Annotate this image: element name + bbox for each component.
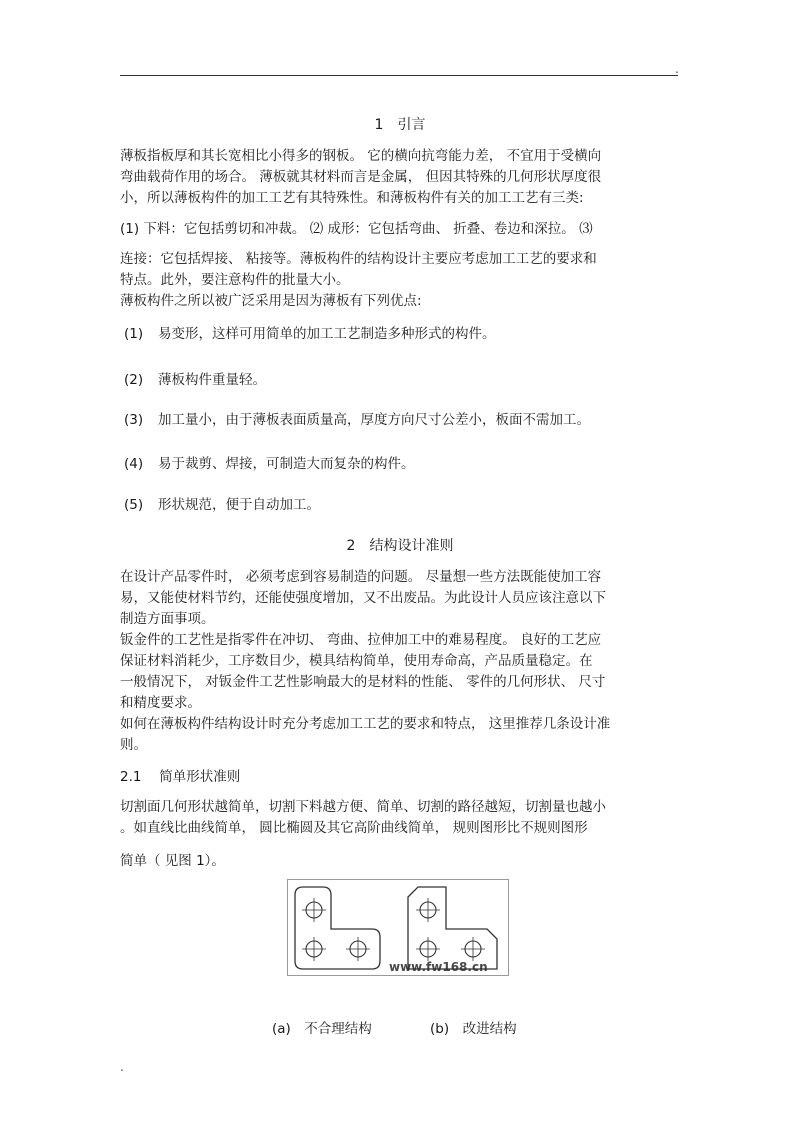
item-number: (4): [124, 456, 144, 472]
item-text: 形状规范，便于自动加工。: [158, 497, 320, 513]
item-text: 薄板构件重量轻。: [158, 372, 266, 388]
figure-watermark: www.fw168.cn: [389, 960, 488, 974]
text-line: 小，所以薄板构件的加工工艺有其特殊性。和薄板构件有关的加工工艺有三类:: [120, 190, 584, 206]
item-text: 加工量小，由于薄板表面质量高，厚度方向尺寸公差小，板面不需加工。: [158, 412, 590, 428]
caption-b: (b) 改进结构: [430, 1021, 517, 1037]
text-line: 易，又能使材料节约，还能使强度增加，又不出废品。为此设计人员应该注意以下: [120, 590, 606, 606]
figure-sheet-metal-parts: [287, 879, 509, 976]
section2-paragraph-1: [120, 567, 690, 756]
subsection-heading: 2.1 简单形状准则: [120, 769, 241, 785]
item-text: 易于裁剪、焊接，可制造大而复杂的构件。: [158, 456, 415, 472]
text-line: 和精度要求。: [120, 695, 201, 711]
header-corner-mark: .: [675, 62, 679, 76]
text-line: 薄板指板厚和其长宽相比小得多的钢板。 它的横向抗弯能力差， 不宜用于受横向: [120, 148, 602, 164]
advantage-item: [124, 493, 320, 513]
item-number: (1): [124, 326, 144, 342]
text-line: 保证材料消耗少，工序数目少，模具结构简单，使用寿命高，产品质量稳定。在: [120, 653, 593, 669]
text-line: 则。: [120, 737, 147, 753]
section2-paragraph-2: [120, 797, 690, 839]
figure-reference-line: 简单（ 见图 1）。: [120, 853, 225, 869]
text-line: 连接：它包括焊接、 粘接等。薄板构件的结构设计主要应考虑加工工艺的要求和: [120, 251, 597, 267]
advantage-item: [124, 452, 415, 472]
text-line: 。如直线比曲线简单， 圆比椭圆及其它高阶曲线简单， 规则图形比不规则图形: [120, 820, 588, 836]
process-types-line: (1) 下料：它包括剪切和冲裁。 ⑵ 成形：它包括弯曲、 折叠、卷边和深拉。 ⑶: [120, 221, 593, 237]
section2-heading: 2 结构设计准则: [346, 538, 454, 554]
footer-corner-mark: .: [120, 1060, 124, 1074]
text-line: 在设计产品零件时， 必须考虑到容易制造的问题。 尽量想一些方法既能使加工容: [120, 569, 602, 585]
text-line: 特点。此外，要注意构件的批量大小。: [120, 272, 350, 288]
advantage-item: [124, 408, 590, 428]
item-number: (2): [124, 372, 144, 388]
text-line: 如何在薄板构件结构设计时充分考虑加工工艺的要求和特点， 这里推荐几条设计准: [120, 716, 611, 732]
text-line: 制造方面事项。: [120, 611, 215, 627]
item-text: 易变形，这样可用简单的加工工艺制造多种形式的构件。: [158, 326, 496, 342]
text-line: 切割面几何形状越简单，切割下料越方便、简单、切割的路径越短，切割量也越小: [120, 799, 606, 815]
header-rule: [120, 75, 678, 76]
section1-heading: 1 引言: [374, 117, 426, 133]
text-line: 钣金件的工艺性是指零件在冲切、 弯曲、拉伸加工中的难易程度。 良好的工艺应: [120, 632, 602, 648]
advantage-item: [124, 322, 496, 342]
advantage-item: [124, 368, 266, 388]
section1-paragraph-2: [120, 249, 690, 312]
caption-a: (a) 不合理结构: [272, 1021, 372, 1037]
text-line: 一般情况下， 对钣金件工艺性影响最大的是材料的性能、 零件的几何形状、 尺寸: [120, 674, 606, 690]
item-number: (3): [124, 412, 144, 428]
item-number: (5): [124, 497, 144, 513]
section1-paragraph-1: [120, 146, 690, 209]
text-line: 弯曲载荷作用的场合。 薄板就其材料而言是金属， 但因其特殊的几何形状厚度很: [120, 169, 602, 185]
text-line: 薄板构件之所以被广泛采用是因为薄板有下列优点:: [120, 293, 422, 309]
